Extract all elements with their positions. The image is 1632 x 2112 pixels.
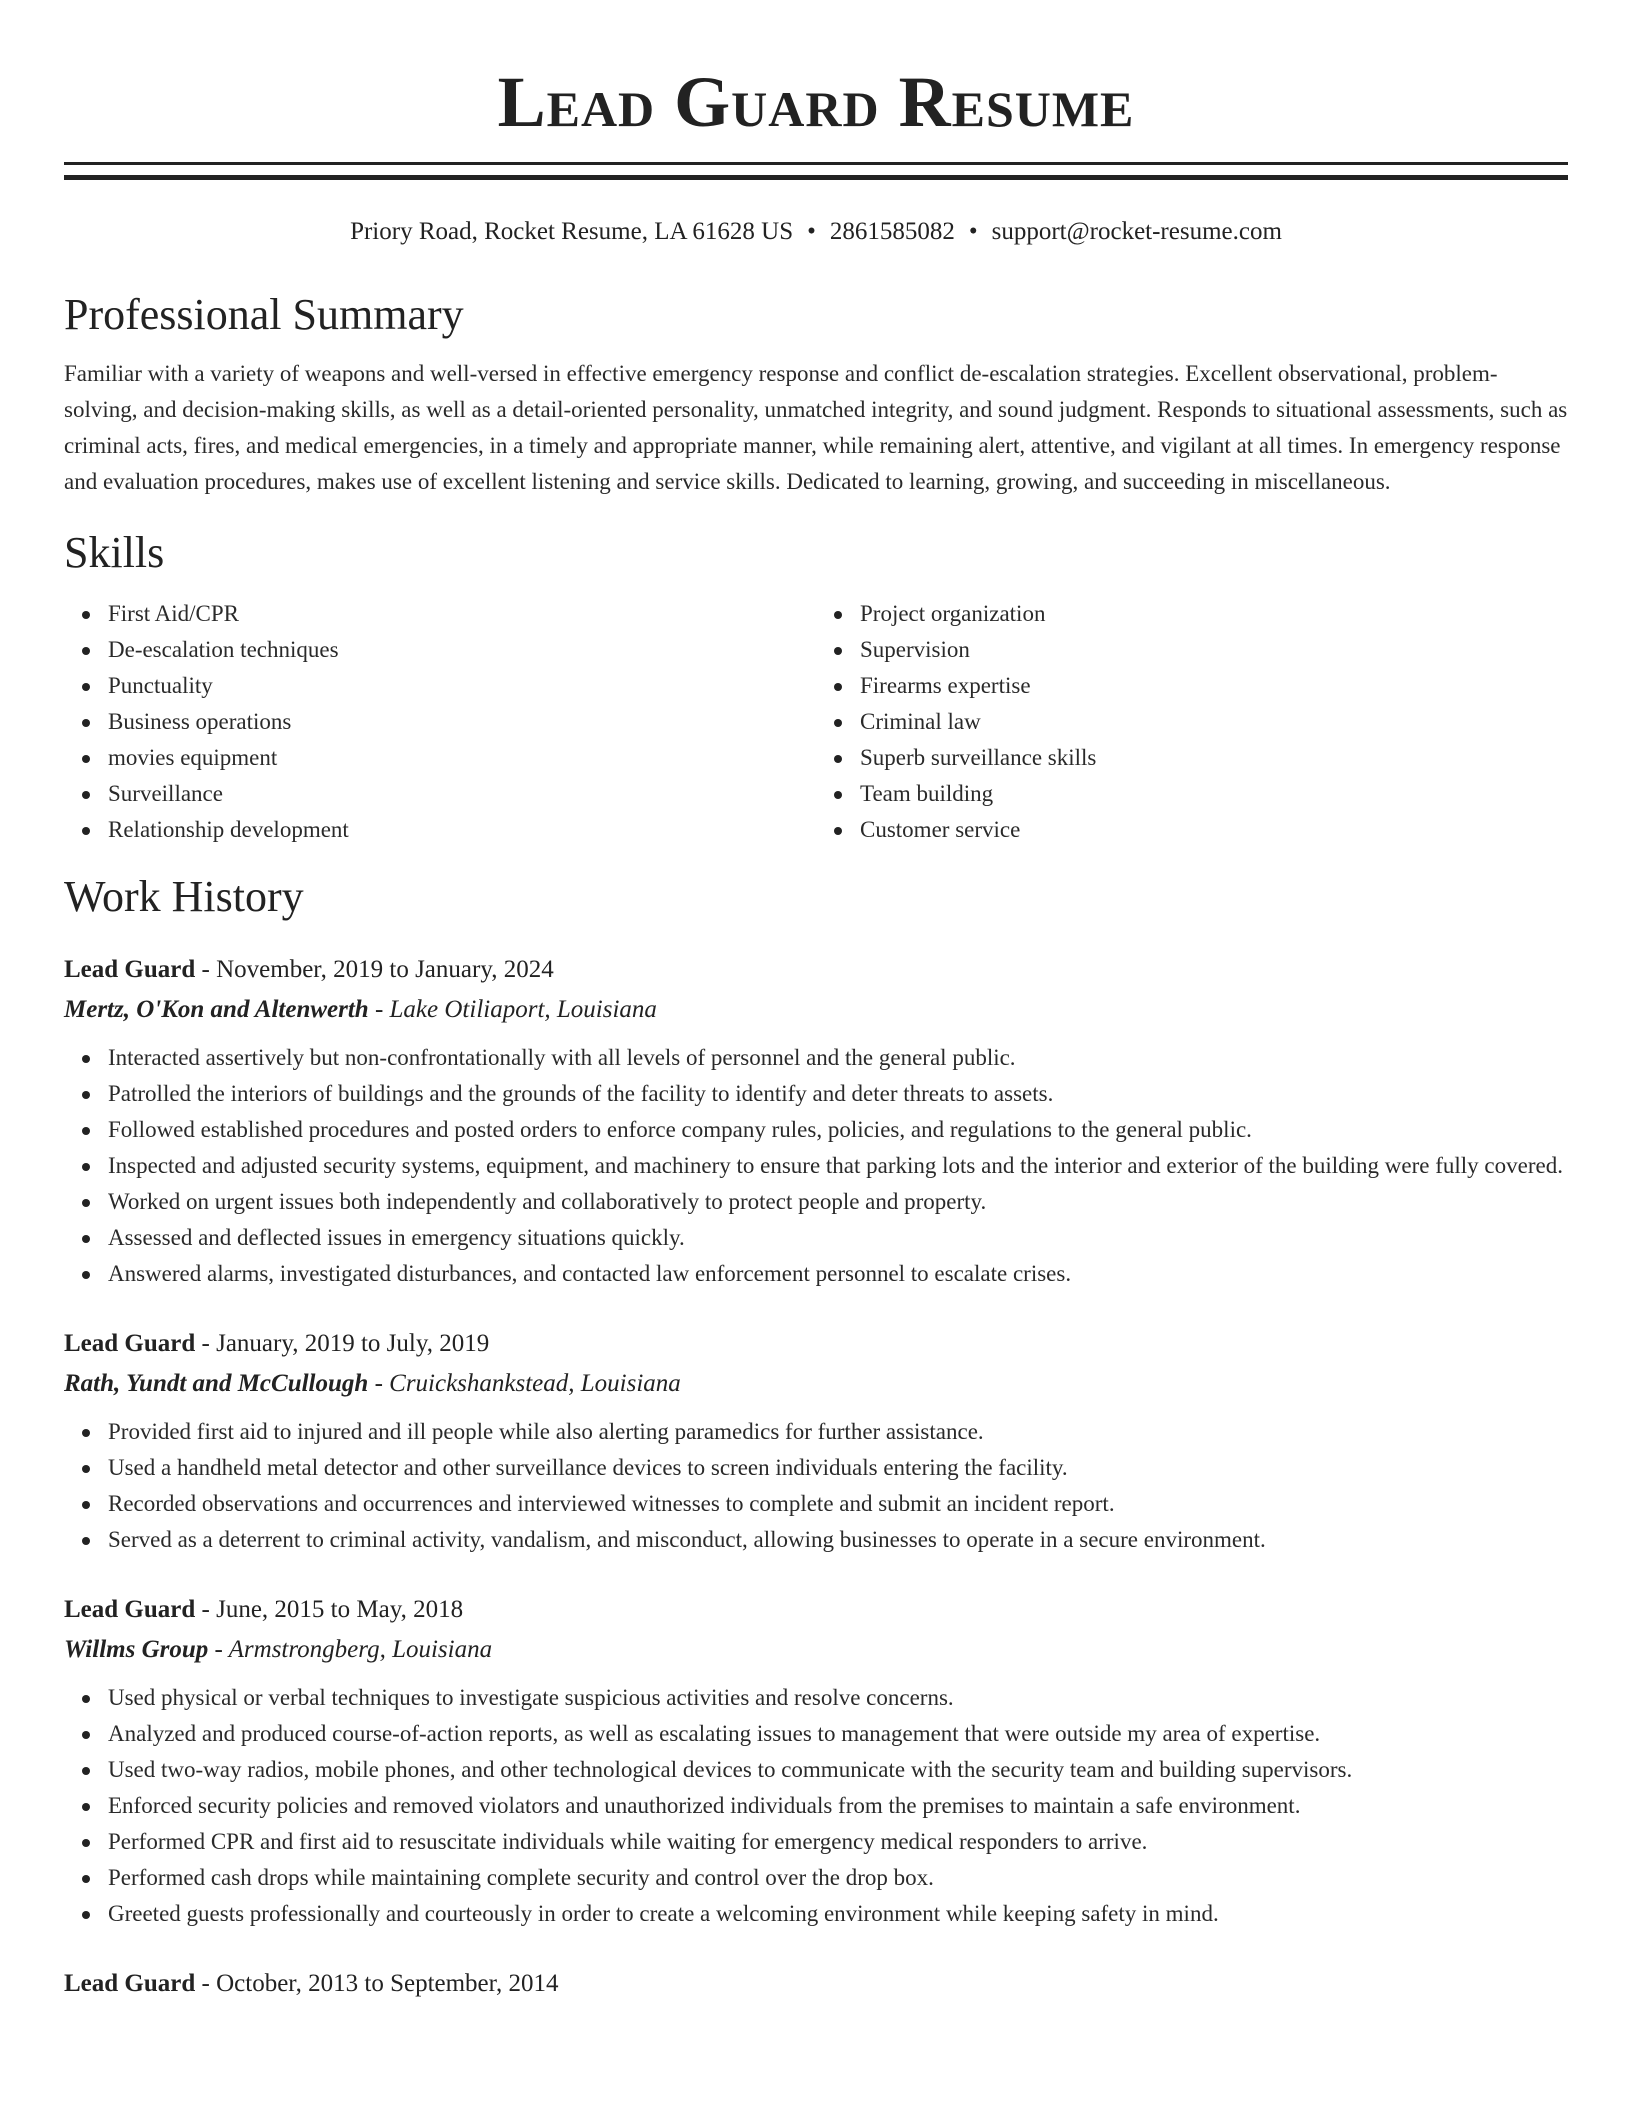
- job-company: Mertz, O'Kon and Altenwerth: [64, 996, 369, 1023]
- job-company: Rath, Yundt and McCullough: [64, 1370, 369, 1397]
- job-bullet: Assessed and deflected issues in emergency situations quickly.: [108, 1220, 1568, 1256]
- job-entry: [64, 1324, 1568, 1558]
- skill-item: Superb surveillance skills: [860, 740, 1568, 776]
- summary-heading: Professional Summary: [64, 290, 464, 339]
- contact-separator: •: [807, 218, 816, 245]
- job-bullet: Used two-way radios, mobile phones, and other technological devices to communicate with the security team and building supervisors.: [108, 1752, 1568, 1788]
- contact-separator: •: [968, 218, 978, 245]
- job-bullet: Performed cash drops while maintaining complete security and control over the drop box.: [108, 1860, 1568, 1896]
- skill-item: Relationship development: [108, 812, 816, 848]
- job-bullet: Enforced security policies and removed violators and unauthorized individuals from the premises to maintain a safe environment.: [108, 1788, 1568, 1824]
- job-bullet: Used a handheld metal detector and other surveillance devices to screen individuals entering the facility.: [108, 1450, 1568, 1486]
- title-double-rule: [64, 162, 1568, 180]
- job-bullet: Served as a deterrent to criminal activity, vandalism, and misconduct, allowing businesses to operate in a secure environment.: [108, 1522, 1568, 1558]
- job-location: - Cruickshankstead, Louisiana: [368, 1370, 681, 1397]
- job-bullet: Performed CPR and first aid to resuscitate individuals while waiting for emergency medical responders to arrive.: [108, 1824, 1568, 1860]
- job-bullet: Patrolled the interiors of buildings and the grounds of the facility to identify and deter threats to assets.: [108, 1076, 1568, 1112]
- skills-column-left: [64, 596, 816, 848]
- job-bullet: Followed established procedures and posted orders to enforce company rules, policies, and regulations to the general public.: [108, 1112, 1568, 1148]
- job-location: - Lake Otiliaport, Louisiana: [368, 996, 657, 1023]
- skills-grid: [64, 596, 1568, 848]
- job-bullet: Provided first aid to injured and ill people while also alerting paramedics for further assistance.: [108, 1414, 1568, 1450]
- skill-item: Surveillance: [108, 776, 816, 812]
- job-title: Lead Guard: [64, 1970, 196, 1997]
- work-history-heading: Work History: [64, 872, 304, 921]
- job-entry: [64, 950, 1568, 1292]
- contact-email: support@rocket-resume.com: [991, 218, 1282, 245]
- skills-heading: Skills: [64, 528, 165, 577]
- job-title: Lead Guard: [64, 1330, 196, 1357]
- job-bullet: Worked on urgent issues both independently and collaboratively to protect people and property.: [108, 1184, 1568, 1220]
- job-bullet: Greeted guests professionally and courteously in order to create a welcoming environment while keeping safety in mind.: [108, 1896, 1568, 1932]
- skills-column-right: [816, 596, 1568, 848]
- skill-item: Supervision: [860, 632, 1568, 668]
- job-bullets: [64, 1680, 1568, 1932]
- resume-title: Lead Guard Resume: [497, 62, 1135, 142]
- job-bullets: [64, 1040, 1568, 1292]
- job-bullet: Used physical or verbal techniques to investigate suspicious activities and resolve concerns.: [108, 1680, 1568, 1716]
- skill-item: De-escalation techniques: [108, 632, 816, 668]
- job-title-line: [64, 1964, 1568, 2004]
- job-bullet: Inspected and adjusted security systems, equipment, and machinery to ensure that parking lots and the interior and exterior of the building were fully covered.: [108, 1148, 1568, 1184]
- job-title: Lead Guard: [64, 1596, 196, 1623]
- skill-item: Firearms expertise: [860, 668, 1568, 704]
- skill-item: Punctuality: [108, 668, 816, 704]
- job-bullets: [64, 1414, 1568, 1558]
- job-dates: - October, 2013 to September, 2014: [195, 1970, 559, 1997]
- contact-address: Priory Road, Rocket Resume, LA 61628 US: [350, 218, 794, 245]
- job-company: Willms Group: [64, 1636, 209, 1663]
- job-title-line: [64, 1324, 1568, 1364]
- job-company-line: [64, 1364, 1568, 1404]
- skill-item: First Aid/CPR: [108, 596, 816, 632]
- job-title-line: [64, 1590, 1568, 1630]
- summary-text: Familiar with a variety of weapons and well-versed in effective emergency response and conflict de-escalation strategies. Excellent observational, problem-solving, and decision-making skills, as well as a detail-oriented personality, unmatched integrity, and sound judgment. Responds to situational assessments, such as criminal acts, fires, and medical emergencies, in a timely and appropriate manner, while remaining alert, attentive, and vigilant at all times. In emergency response and evaluation procedures, makes use of excellent listening and service skills. Dedicated to learning, growing, and succeeding in miscellaneous.: [64, 361, 1568, 494]
- contact-line: [64, 216, 1568, 248]
- job-location: - Armstrongberg, Louisiana: [208, 1636, 493, 1663]
- skill-item: Project organization: [860, 596, 1568, 632]
- job-title-line: [64, 950, 1568, 990]
- job-company-line: [64, 1630, 1568, 1670]
- job-bullet: Answered alarms, investigated disturbances, and contacted law enforcement personnel to escalate crises.: [108, 1256, 1568, 1292]
- job-company-line: [64, 990, 1568, 1030]
- job-dates: - November, 2019 to January, 2024: [195, 956, 554, 983]
- job-dates: - January, 2019 to July, 2019: [195, 1330, 490, 1357]
- skill-item: Team building: [860, 776, 1568, 812]
- contact-phone: 2861585082: [829, 218, 955, 245]
- job-bullet: Recorded observations and occurrences and interviewed witnesses to complete and submit an incident report.: [108, 1486, 1568, 1522]
- skill-item: Criminal law: [860, 704, 1568, 740]
- job-bullet: Interacted assertively but non-confrontationally with all levels of personnel and the general public.: [108, 1040, 1568, 1076]
- skill-item: Business operations: [108, 704, 816, 740]
- job-title: Lead Guard: [64, 956, 196, 983]
- skill-item: Customer service: [860, 812, 1568, 848]
- job-bullet: Analyzed and produced course-of-action reports, as well as escalating issues to management that were outside my area of expertise.: [108, 1716, 1568, 1752]
- job-dates: - June, 2015 to May, 2018: [195, 1596, 464, 1623]
- job-entry: [64, 1964, 1568, 2004]
- job-entry: [64, 1590, 1568, 1932]
- skill-item: movies equipment: [108, 740, 816, 776]
